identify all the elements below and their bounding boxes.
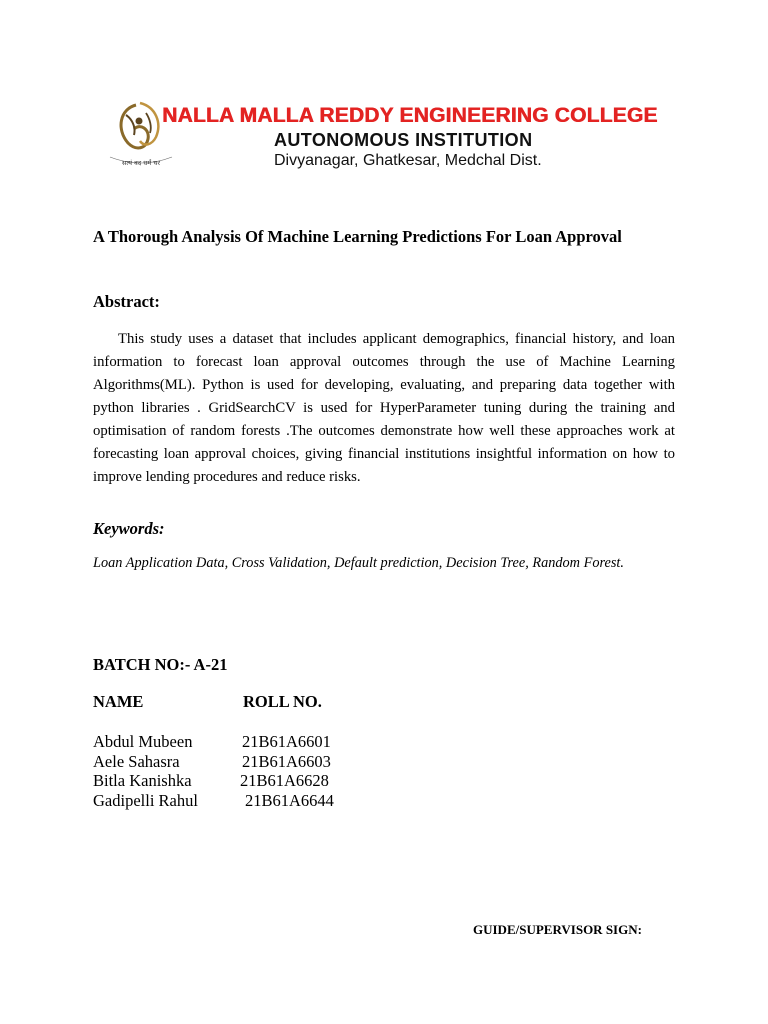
logo-motto: सत्यं वद धर्मं चर	[122, 159, 160, 167]
member-row	[93, 791, 413, 811]
letterhead	[100, 95, 680, 185]
guide-signature-label: GUIDE/SUPERVISOR SIGN:	[473, 922, 642, 937]
member-name: Gadipelli Rahul	[93, 790, 198, 810]
keywords-heading: Keywords:	[93, 519, 165, 538]
member-name: Abdul Mubeen	[93, 732, 193, 751]
member-roll: 21B61A6603	[242, 751, 331, 771]
member-roll: 21B61A6601	[242, 732, 331, 751]
member-roll: 21B61A6628	[240, 771, 329, 790]
member-row	[93, 752, 413, 772]
member-name: Aele Sahasra	[93, 751, 180, 771]
members-list	[93, 732, 413, 810]
abstract-body: This study uses a dataset that includes applicant demographics, financial history, and loan information to forecast loan approval outcomes through the use of Machine Learning Algorithms(ML). Python is used for developing, evaluating, and preparing data together with python libraries . GridSearchCV is used for HyperParameter tuning during the training and optimisation of random forests .The outcomes demonstrate how well these approaches work at forecasting loan approval choices, giving financial institutions insightful information on how to improve lending procedures and reduce risks.	[93, 331, 675, 485]
name-column-header: NAME	[93, 692, 144, 711]
member-name: Bitla Kanishka	[93, 771, 192, 790]
institution-subtitle: AUTONOMOUS INSTITUTION	[274, 130, 533, 150]
keywords-body: Loan Application Data, Cross Validation, Default prediction, Decision Tree, Random Forest.	[93, 555, 624, 571]
college-address: Divyanagar, Ghatkesar, Medchal Dist.	[274, 152, 542, 169]
member-row	[93, 732, 413, 752]
batch-number: BATCH NO:- A-21	[93, 655, 228, 674]
member-row	[93, 771, 413, 791]
document-title: A Thorough Analysis Of Machine Learning Predictions For Loan Approval	[93, 227, 622, 246]
abstract-heading: Abstract:	[93, 292, 160, 311]
college-name: NALLA MALLA REDDY ENGINEERING COLLEGE	[162, 104, 658, 127]
roll-column-header: ROLL NO.	[243, 692, 322, 711]
member-roll: 21B61A6644	[245, 790, 334, 810]
